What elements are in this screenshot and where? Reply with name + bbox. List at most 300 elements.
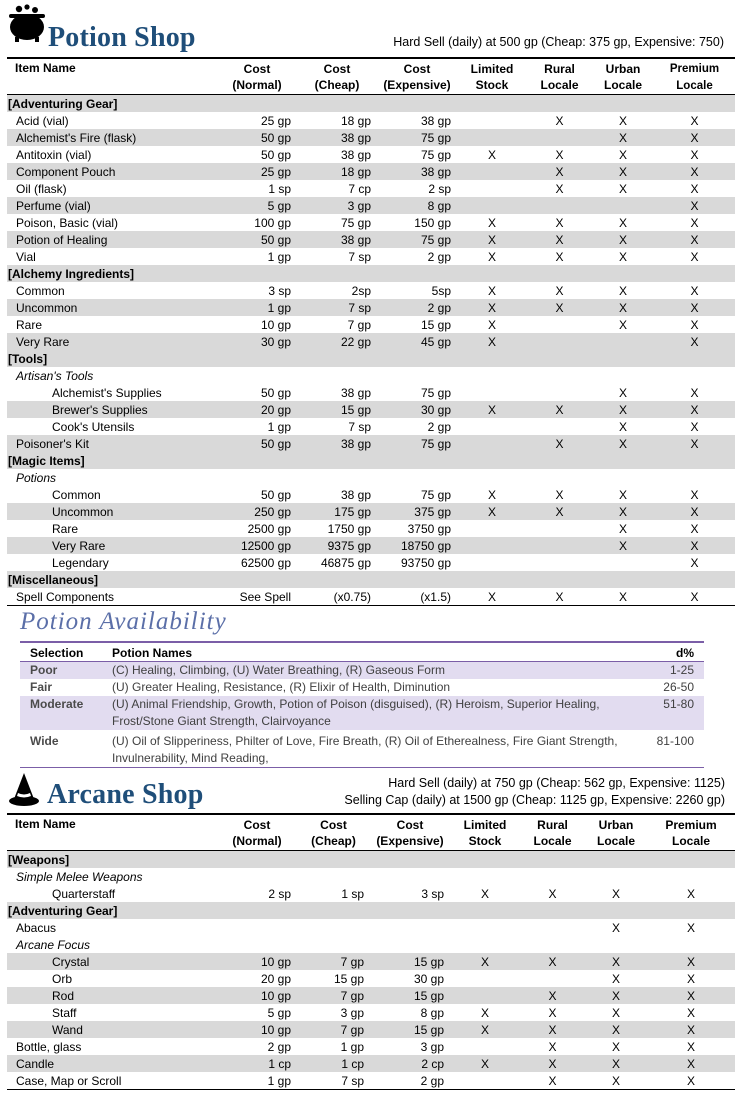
cost-normal: 50 gp xyxy=(217,231,297,248)
subcategory-row xyxy=(7,868,735,885)
item-name: Potion of Healing xyxy=(7,231,217,248)
category-row xyxy=(7,571,735,588)
rural-locale xyxy=(527,316,592,333)
cost-normal: 1 gp xyxy=(217,1072,297,1090)
urban-locale: X xyxy=(592,435,654,452)
urban-locale: X xyxy=(618,249,627,264)
cost-expensive: 8 gp xyxy=(420,1005,444,1020)
premium-locale: X xyxy=(690,147,699,162)
avail-selection: Moderate xyxy=(20,696,112,730)
subcategory-label: Arcane Focus xyxy=(16,937,91,952)
header-premium-locale: Premium Locale xyxy=(654,58,735,95)
avail-d-range: 1-25 xyxy=(632,662,704,680)
cost-normal: 50 gp xyxy=(260,487,291,502)
cost-cheap: 9375 gp xyxy=(297,537,377,554)
item-name: Oil (flask) xyxy=(16,181,67,196)
limited-stock xyxy=(457,197,527,214)
cost-normal: 50 gp xyxy=(217,129,297,146)
item-name: Candle xyxy=(7,1055,217,1072)
cost-expensive: 75 gp xyxy=(377,231,457,248)
rural-locale: X xyxy=(520,1055,585,1072)
header-item-name: Item Name xyxy=(7,814,217,851)
rural-locale xyxy=(527,197,592,214)
rural-locale: X xyxy=(527,435,592,452)
rural-locale xyxy=(527,333,592,350)
table-row xyxy=(7,1004,735,1021)
limited-stock: X xyxy=(487,487,496,502)
table-row xyxy=(7,418,735,435)
arcane-shop-table xyxy=(7,813,735,1090)
table-row xyxy=(7,384,735,401)
cost-cheap xyxy=(297,919,370,936)
avail-d-range: 51-80 xyxy=(632,696,704,730)
header-cost-normal: Cost (Normal) xyxy=(217,58,297,95)
cost-normal: 50 gp xyxy=(260,385,291,400)
category-label: [Magic Items] xyxy=(7,452,735,469)
subcategory-label: Simple Melee Weapons xyxy=(16,869,143,884)
item-name: Antitoxin (vial) xyxy=(16,147,92,162)
cost-cheap: 38 gp xyxy=(297,129,377,146)
limited-stock xyxy=(450,919,520,936)
limited-stock: X xyxy=(457,299,527,316)
limited-stock xyxy=(457,554,527,571)
avail-d-range: 81-100 xyxy=(632,733,704,768)
cost-expensive: 2 gp xyxy=(427,249,451,264)
cost-expensive: 38 gp xyxy=(420,113,451,128)
premium-locale: X xyxy=(654,231,735,248)
urban-locale: X xyxy=(611,1005,620,1020)
rural-locale: X xyxy=(527,299,592,316)
premium-locale: X xyxy=(654,588,735,606)
cost-normal xyxy=(217,919,297,936)
header-urban-locale: Urban Locale xyxy=(585,814,647,851)
category-label: [Adventuring Gear] xyxy=(7,902,735,919)
cost-normal: 62500 gp xyxy=(240,555,291,570)
premium-locale: X xyxy=(690,249,699,264)
cost-normal: 20 gp xyxy=(260,971,291,986)
cost-expensive: 93750 gp xyxy=(400,555,451,570)
limited-stock xyxy=(457,112,527,129)
cost-expensive: 18750 gp xyxy=(377,537,457,554)
limited-stock: X xyxy=(457,588,527,606)
rural-locale: X xyxy=(527,503,592,520)
item-name: Rod xyxy=(7,987,217,1004)
cost-cheap: 15 gp xyxy=(297,401,377,418)
header-rural-locale: Rural Locale xyxy=(520,814,585,851)
limited-stock xyxy=(450,987,520,1004)
table-row xyxy=(7,520,735,537)
rural-locale: X xyxy=(555,215,564,230)
cauldron-icon xyxy=(6,3,48,48)
arcane-hard-sell-text: Hard Sell (daily) at 750 gp (Cheap: 562 gp, Expensive: 1125) xyxy=(388,776,725,790)
cost-cheap: 46875 gp xyxy=(320,555,371,570)
premium-locale: X xyxy=(686,920,695,935)
urban-locale: X xyxy=(618,147,627,162)
limited-stock xyxy=(457,418,527,435)
subcategory-row xyxy=(7,936,735,953)
urban-locale: X xyxy=(618,385,627,400)
urban-locale: X xyxy=(592,503,654,520)
table-row xyxy=(7,112,735,129)
urban-locale xyxy=(592,333,654,350)
cost-expensive: 75 gp xyxy=(420,487,451,502)
cost-cheap: 38 gp xyxy=(340,385,371,400)
cost-normal: 12500 gp xyxy=(217,537,297,554)
premium-locale: X xyxy=(690,385,699,400)
avail-potion-names: (U) Oil of Slipperiness, Philter of Love, Fire Breath, (R) Oil of Etherealness, Fire Giant Strength, Invulnerability, Mind Reading, xyxy=(112,733,632,768)
avail-row xyxy=(20,662,704,680)
cost-normal: 50 gp xyxy=(260,147,291,162)
limited-stock: X xyxy=(487,147,496,162)
category-row xyxy=(7,902,735,919)
header-urban-locale: Urban Locale xyxy=(592,58,654,95)
rural-locale: X xyxy=(548,886,557,901)
avail-row xyxy=(20,733,704,768)
potion-shop-table xyxy=(7,57,735,606)
limited-stock: X xyxy=(487,249,496,264)
item-name: Cook's Utensils xyxy=(52,419,135,434)
cost-cheap: 7 sp xyxy=(348,249,371,264)
table-row xyxy=(7,554,735,571)
limited-stock: X xyxy=(450,953,520,970)
arcane-hard-sell xyxy=(344,775,725,809)
urban-locale: X xyxy=(585,1055,647,1072)
limited-stock xyxy=(457,129,527,146)
cost-normal: 1 sp xyxy=(268,181,291,196)
rural-locale: X xyxy=(555,283,564,298)
urban-locale: X xyxy=(611,971,620,986)
avail-row xyxy=(20,679,704,696)
subcategory-label: Potions xyxy=(16,470,57,485)
avail-potion-names: (C) Healing, Climbing, (U) Water Breathing, (R) Gaseous Form xyxy=(112,662,632,680)
cost-expensive: 3750 gp xyxy=(407,521,451,536)
rural-locale: X xyxy=(548,1039,557,1054)
cost-cheap: 75 gp xyxy=(340,215,371,230)
cost-normal: 1 gp xyxy=(267,419,291,434)
item-name: Alchemist's Fire (flask) xyxy=(7,129,217,146)
item-name: Acid (vial) xyxy=(16,113,69,128)
cost-cheap: 38 gp xyxy=(340,487,371,502)
item-name: Very Rare xyxy=(7,537,217,554)
rural-locale: X xyxy=(520,953,585,970)
cost-expensive: 3 sp xyxy=(421,886,444,901)
item-name: Rare xyxy=(16,317,43,332)
table-row xyxy=(7,316,735,333)
premium-locale: X xyxy=(654,299,735,316)
urban-locale: X xyxy=(611,1039,620,1054)
avail-selection: Poor xyxy=(20,662,112,680)
premium-locale: X xyxy=(654,401,735,418)
cost-expensive: 45 gp xyxy=(377,333,457,350)
urban-locale: X xyxy=(618,521,627,536)
cost-normal: 3 sp xyxy=(268,283,291,298)
urban-locale: X xyxy=(585,1021,647,1038)
urban-locale: X xyxy=(592,129,654,146)
cost-normal: 5 gp xyxy=(217,197,297,214)
cost-normal: 1 gp xyxy=(267,249,291,264)
table-row xyxy=(7,1021,735,1038)
cost-normal: See Spell xyxy=(217,588,297,606)
avail-row xyxy=(20,696,704,730)
rural-locale: X xyxy=(555,487,564,502)
table-row xyxy=(7,486,735,503)
urban-locale: X xyxy=(592,163,654,180)
header-cost-expensive: Cost (Expensive) xyxy=(377,58,457,95)
premium-locale: X xyxy=(654,197,735,214)
potion-availability-table xyxy=(20,641,704,768)
table-row xyxy=(7,953,735,970)
cost-normal: 2 sp xyxy=(268,886,291,901)
header-cost-normal: Cost (Normal) xyxy=(217,814,297,851)
item-name: Vial xyxy=(16,249,36,264)
urban-locale: X xyxy=(585,987,647,1004)
table-row xyxy=(7,231,735,248)
subcategory-row xyxy=(7,469,735,486)
rural-locale xyxy=(527,129,592,146)
item-name: Rare xyxy=(52,521,79,536)
cost-expensive: 75 gp xyxy=(377,129,457,146)
potion-hard-sell: Hard Sell (daily) at 500 gp (Cheap: 375 gp, Expensive: 750) xyxy=(393,35,724,49)
cost-expensive: 2 gp xyxy=(370,1072,450,1090)
urban-locale: X xyxy=(618,317,627,332)
rural-locale: X xyxy=(548,1005,557,1020)
cost-expensive: 2 sp xyxy=(428,181,451,196)
table-row xyxy=(7,1055,735,1072)
urban-locale xyxy=(592,554,654,571)
limited-stock xyxy=(457,180,527,197)
cost-cheap: 1750 gp xyxy=(327,521,371,536)
item-name: Component Pouch xyxy=(7,163,217,180)
rural-locale xyxy=(527,384,592,401)
avail-header-selection: Selection xyxy=(20,642,112,662)
cost-expensive: 375 gp xyxy=(377,503,457,520)
wizard-hat-icon xyxy=(8,772,42,813)
cost-cheap: 1 gp xyxy=(340,1039,364,1054)
cost-cheap: 3 gp xyxy=(340,1005,364,1020)
subcategory-row xyxy=(7,367,735,384)
cost-normal: 10 gp xyxy=(217,1021,297,1038)
arcane-table-body xyxy=(7,851,735,1090)
urban-locale: X xyxy=(618,419,627,434)
category-row xyxy=(7,265,735,282)
limited-stock: X xyxy=(450,1021,520,1038)
table-row xyxy=(7,503,735,520)
header-cost-cheap: Cost (Cheap) xyxy=(297,814,370,851)
table-row xyxy=(7,180,735,197)
cost-cheap: 7 sp xyxy=(297,299,377,316)
cost-normal: 100 gp xyxy=(254,215,291,230)
premium-locale: X xyxy=(647,1055,735,1072)
cost-expensive: (x1.5) xyxy=(377,588,457,606)
premium-locale: X xyxy=(690,113,699,128)
avail-d-range: 26-50 xyxy=(663,680,694,694)
cost-expensive xyxy=(370,919,450,936)
cost-normal: 1 gp xyxy=(217,299,297,316)
urban-locale: X xyxy=(585,1072,647,1090)
item-name: Orb xyxy=(52,971,73,986)
cost-expensive: 75 gp xyxy=(377,435,457,452)
urban-locale: X xyxy=(611,886,620,901)
table-row xyxy=(7,299,735,316)
premium-locale: X xyxy=(686,886,695,901)
item-name: Crystal xyxy=(7,953,217,970)
item-name: Common xyxy=(52,487,101,502)
category-label: [Miscellaneous] xyxy=(7,571,735,588)
table-row xyxy=(7,970,735,987)
cost-expensive: 75 gp xyxy=(420,147,451,162)
cost-cheap: 175 gp xyxy=(297,503,377,520)
item-name: Perfume (vial) xyxy=(7,197,217,214)
cost-normal: 2500 gp xyxy=(247,521,291,536)
item-name: Poison, Basic (vial) xyxy=(16,215,119,230)
item-name: Poisoner's Kit xyxy=(7,435,217,452)
header-limited-stock: Limited Stock xyxy=(450,814,520,851)
cost-cheap: 38 gp xyxy=(340,147,371,162)
premium-locale: X xyxy=(647,987,735,1004)
subcategory-label: Artisan's Tools xyxy=(16,368,94,383)
rural-locale: X xyxy=(527,231,592,248)
category-label: [Tools] xyxy=(7,350,735,367)
limited-stock xyxy=(457,163,527,180)
table-row xyxy=(7,885,735,902)
premium-locale: X xyxy=(647,953,735,970)
item-name: Case, Map or Scroll xyxy=(7,1072,217,1090)
limited-stock: X xyxy=(480,1005,489,1020)
avail-potion-names: (U) Greater Healing, Resistance, (R) Elixir of Health, Diminution xyxy=(112,680,451,694)
cost-normal: 25 gp xyxy=(217,163,297,180)
cost-expensive: 15 gp xyxy=(370,953,450,970)
arcane-shop-title: Arcane Shop xyxy=(47,779,204,810)
premium-locale: X xyxy=(690,521,699,536)
category-row xyxy=(7,452,735,469)
table-row xyxy=(7,129,735,146)
cost-expensive: 75 gp xyxy=(420,385,451,400)
table-row xyxy=(7,248,735,265)
table-row xyxy=(7,987,735,1004)
cost-cheap: (x0.75) xyxy=(297,588,377,606)
limited-stock: X xyxy=(457,401,527,418)
cost-expensive: 8 gp xyxy=(377,197,457,214)
cost-expensive: 15 gp xyxy=(420,317,451,332)
header-item-name: Item Name xyxy=(7,58,217,95)
cost-expensive: 2 gp xyxy=(377,299,457,316)
urban-locale: X xyxy=(592,401,654,418)
premium-locale: X xyxy=(654,163,735,180)
limited-stock: X xyxy=(487,215,496,230)
rural-locale: X xyxy=(520,987,585,1004)
table-row xyxy=(7,146,735,163)
premium-locale: X xyxy=(686,1039,695,1054)
limited-stock: X xyxy=(457,503,527,520)
table-row xyxy=(7,537,735,554)
urban-locale: X xyxy=(618,487,627,502)
rural-locale: X xyxy=(555,113,564,128)
limited-stock: X xyxy=(487,283,496,298)
table-row xyxy=(7,1038,735,1055)
rural-locale xyxy=(527,418,592,435)
premium-locale: X xyxy=(654,503,735,520)
rural-locale: X xyxy=(555,181,564,196)
cost-expensive: 3 gp xyxy=(420,1039,444,1054)
category-label: [Adventuring Gear] xyxy=(7,95,735,113)
cost-normal: 10 gp xyxy=(260,317,291,332)
table-row xyxy=(7,333,735,350)
header-cost-cheap: Cost (Cheap) xyxy=(297,58,377,95)
cost-expensive: 5sp xyxy=(431,283,451,298)
item-name: Alchemist's Supplies xyxy=(52,385,162,400)
category-row xyxy=(7,95,735,113)
urban-locale: X xyxy=(585,953,647,970)
premium-locale: X xyxy=(647,1021,735,1038)
cost-cheap: 7 sp xyxy=(348,419,371,434)
item-name: Wand xyxy=(7,1021,217,1038)
urban-locale: X xyxy=(618,283,627,298)
urban-locale xyxy=(592,197,654,214)
cost-normal: 10 gp xyxy=(217,987,297,1004)
urban-locale: X xyxy=(592,537,654,554)
table-row xyxy=(7,163,735,180)
premium-locale: X xyxy=(654,537,735,554)
cost-cheap: 38 gp xyxy=(297,435,377,452)
item-name: Quarterstaff xyxy=(52,886,116,901)
cost-normal: 30 gp xyxy=(217,333,297,350)
cost-cheap: 18 gp xyxy=(297,163,377,180)
rural-locale xyxy=(520,970,585,987)
cost-expensive: 38 gp xyxy=(377,163,457,180)
item-name: Uncommon xyxy=(7,503,217,520)
premium-locale: X xyxy=(690,487,699,502)
premium-locale: X xyxy=(654,129,735,146)
cost-expensive: 150 gp xyxy=(414,215,451,230)
premium-locale: X xyxy=(686,971,695,986)
urban-locale: X xyxy=(618,113,627,128)
avail-selection: Fair xyxy=(30,680,53,694)
category-row xyxy=(7,851,735,869)
urban-locale: X xyxy=(592,231,654,248)
table-row xyxy=(7,401,735,418)
cost-normal: 2 gp xyxy=(267,1039,291,1054)
limited-stock: X xyxy=(480,886,489,901)
cost-cheap: 15 gp xyxy=(333,971,364,986)
potion-table-body xyxy=(7,95,735,606)
table-row xyxy=(7,282,735,299)
cost-expensive: 2 cp xyxy=(370,1055,450,1072)
limited-stock xyxy=(457,520,527,537)
item-name: Common xyxy=(16,283,65,298)
cost-normal: 50 gp xyxy=(217,435,297,452)
cost-cheap: 1 sp xyxy=(341,886,364,901)
item-name: Brewer's Supplies xyxy=(7,401,217,418)
cost-normal: 20 gp xyxy=(217,401,297,418)
premium-locale: X xyxy=(690,555,699,570)
limited-stock: X xyxy=(487,317,496,332)
premium-locale: X xyxy=(686,1005,695,1020)
category-label: [Weapons] xyxy=(7,851,735,869)
cost-cheap: 2sp xyxy=(351,283,371,298)
header-premium-locale: Premium Locale xyxy=(647,814,735,851)
limited-stock xyxy=(450,1038,520,1055)
table-row xyxy=(7,435,735,452)
cost-normal: 25 gp xyxy=(260,113,291,128)
limited-stock xyxy=(457,435,527,452)
potion-availability-title: Potion Availability xyxy=(20,608,227,635)
premium-locale: X xyxy=(690,283,699,298)
item-name: Bottle, glass xyxy=(16,1039,82,1054)
cost-normal: 1 cp xyxy=(217,1055,297,1072)
premium-locale: X xyxy=(690,317,699,332)
premium-locale: X xyxy=(647,1072,735,1090)
cost-cheap: 18 gp xyxy=(340,113,371,128)
